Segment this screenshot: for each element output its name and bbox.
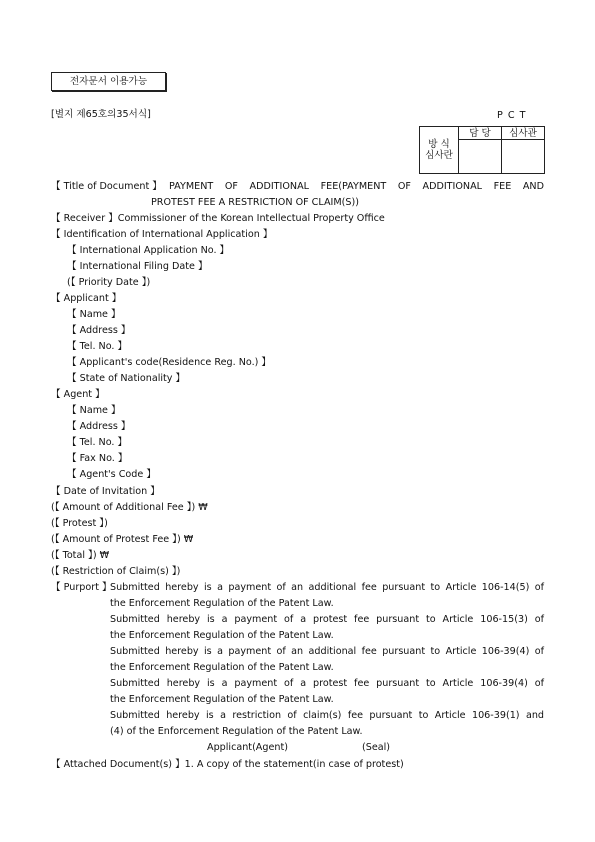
applicant-label: 【 Applicant 】 <box>51 293 122 304</box>
purport-4-line-2: the Enforcement Regulation of the Patent Law. <box>110 694 334 705</box>
title-line-2: PROTEST FEE A RESTRICTION OF CLAIM(S)) <box>151 197 359 208</box>
attached-documents: 【 Attached Document(s) 】1. A copy of the statement(in case of protest) <box>51 759 404 770</box>
approval-officer-cell <box>459 140 502 174</box>
purport-5-line-1: Submitted hereby is a restriction of claim(s) fee pursuant to Article 106-39(1) and <box>110 710 544 721</box>
applicant-code: 【 Applicant's code(Residence Reg. No.) 】 <box>67 357 272 368</box>
applicant-address: 【 Address 】 <box>67 325 131 336</box>
total-fee: (【 Total 】) ₩ <box>51 550 110 561</box>
electronic-document-badge: 전자문서 이용가능 <box>51 72 166 91</box>
restriction-of-claims: (【 Restriction of Claim(s) 】) <box>51 566 181 577</box>
receiver: 【 Receiver 】Commissioner of the Korean Intellectual Property Office <box>51 213 385 224</box>
protest: (【 Protest 】) <box>51 518 108 529</box>
agent-label: 【 Agent 】 <box>51 389 105 400</box>
amount-protest-fee: (【 Amount of Protest Fee 】) ₩ <box>51 534 194 545</box>
agent-fax: 【 Fax No. 】 <box>67 453 128 464</box>
approval-col-officer: 담 당 <box>459 127 502 140</box>
identification-label: 【 Identification of International Application 】 <box>51 229 273 240</box>
applicant-agent-signature: Applicant(Agent) <box>207 742 288 753</box>
purport-5-line-2: (4) of the Enforcement Regulation of the Patent Law. <box>110 726 363 737</box>
purport-4-line-1: Submitted hereby is a payment of a protest fee pursuant to Article 106-39(4) of <box>110 678 544 689</box>
title-label: 【 Title of Document 】 <box>51 181 162 192</box>
applicant-name: 【 Name 】 <box>67 309 121 320</box>
approval-stamp-box <box>419 126 545 174</box>
agent-name: 【 Name 】 <box>67 405 121 416</box>
purport-label: 【 Purport 】 <box>51 582 112 593</box>
agent-code: 【 Agent's Code 】 <box>67 469 156 480</box>
amount-additional-fee: (【 Amount of Additional Fee 】) ₩ <box>51 502 208 513</box>
purport-1-line-2: the Enforcement Regulation of the Patent Law. <box>110 598 334 609</box>
seal-mark: (Seal) <box>362 742 391 753</box>
approval-row-label: 방 식 심사란 <box>420 127 459 174</box>
international-filing-date: 【 International Filing Date 】 <box>67 261 208 272</box>
applicant-nationality: 【 State of Nationality 】 <box>67 373 186 384</box>
purport-2-line-2: the Enforcement Regulation of the Patent Law. <box>110 630 334 641</box>
approval-col-examiner: 심사관 <box>502 127 545 140</box>
purport-1-line-1: Submitted hereby is a payment of an additional fee pursuant to Article 106-14(5) of <box>110 582 544 593</box>
purport-3-line-2: the Enforcement Regulation of the Patent Law. <box>110 662 334 673</box>
title-line-1: PAYMENT OF ADDITIONAL FEE(PAYMENT OF ADDITIONAL FEE AND <box>169 181 544 192</box>
priority-date: (【 Priority Date 】) <box>67 277 151 288</box>
form-code: P C T <box>497 110 527 121</box>
agent-tel: 【 Tel. No. 】 <box>67 437 128 448</box>
form-number: [별지 제65호의35서식] <box>51 109 151 120</box>
international-application-no: 【 International Application No. 】 <box>67 245 230 256</box>
date-of-invitation: 【 Date of Invitation 】 <box>51 486 160 497</box>
purport-3-line-1: Submitted hereby is a payment of an additional fee pursuant to Article 106-39(4) of <box>110 646 544 657</box>
agent-address: 【 Address 】 <box>67 421 131 432</box>
approval-examiner-cell <box>502 140 545 174</box>
purport-2-line-1: Submitted hereby is a payment of a protest fee pursuant to Article 106-15(3) of <box>110 614 544 625</box>
applicant-tel: 【 Tel. No. 】 <box>67 341 128 352</box>
